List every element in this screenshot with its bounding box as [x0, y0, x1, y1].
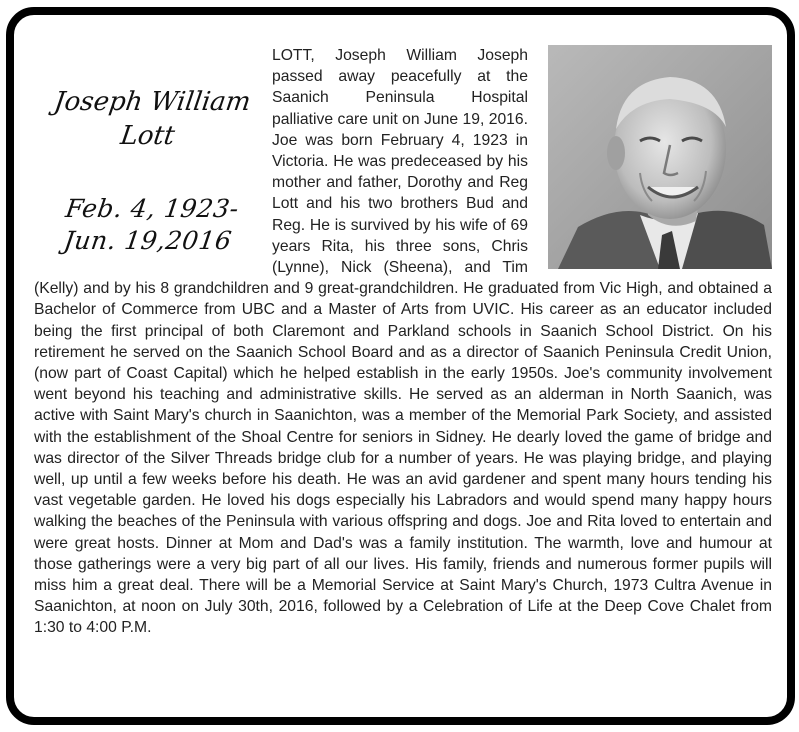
obituary-card [6, 7, 795, 725]
birth-date: Feb. 4, 1923- [63, 194, 241, 223]
portrait-icon [548, 45, 772, 269]
name-line-first: Joseph William [52, 87, 253, 117]
name-line-last: Lott [118, 121, 177, 151]
deceased-name [29, 85, 271, 153]
portrait-photo [548, 45, 772, 269]
memorial-heading [34, 45, 266, 277]
death-date: Jun. 19,2016 [62, 226, 234, 255]
obituary-content [34, 45, 772, 639]
life-dates [30, 193, 271, 257]
obituary-text: LOTT, Joseph William Joseph passed away peacefully at the Saanich Peninsula Hospital palliative care unit on June 19, 2016. Joe was born February 4, 1923 in Victoria. He was predeceased by his mother and father, Dorothy and Reg Lott and his two brothers Bud and Reg. He is survived by his wife of 69 years Rita, his three sons, Chris (Lynne), Nick (Sheena), and Tim (Kelly) and by his 8 grandchildren and 9 great-grandchildren. He graduated from Vic High, and obtained a Bachelor of Commerce from UBC and a Master of Arts from UVIC. His career as an educator included being the first principal of both Claremont and Parkland schools in Saanich School District. On his retirement he served on the Saanich School Board and as a director of Saanich Peninsula Credit Union, (now part of Coast Capital) which he helped establish in the early 1950s. Joe's community involvement went beyond his teaching and administrative skills. He served as an alderman in North Saanich, was active with Saint Mary's church in Saanichton, was a member of the Memorial Park Society, and assisted with the establishment of the Shoal Centre for seniors in Sidney. He dearly loved the game of bridge and was director of the Silver Threads bridge club for a number of years. He was playing bridge, and playing well, up until a few weeks before his death. He was an avid gardener and spent many hours tending his vast vegetable garden. He loved his dogs especially his Labradors and would spend many happy hours walking the beaches of the Peninsula with various offspring and dogs. Joe and Rita loved to entertain and were great hosts. Dinner at Mom and Dad's was a family institution. The warmth, love and humour at those gatherings were a very big part of all our lives. His family, friends and numerous former pupils will miss him a great deal. There will be a Memorial Service at Saint Mary's Church, 1973 Cultra Avenue in Saanichton, at noon on July 30th, 2016, followed by a Celebration of Life at the Deep Cove Chalet from 1:30 to 4:00 P.M. [34, 47, 772, 637]
